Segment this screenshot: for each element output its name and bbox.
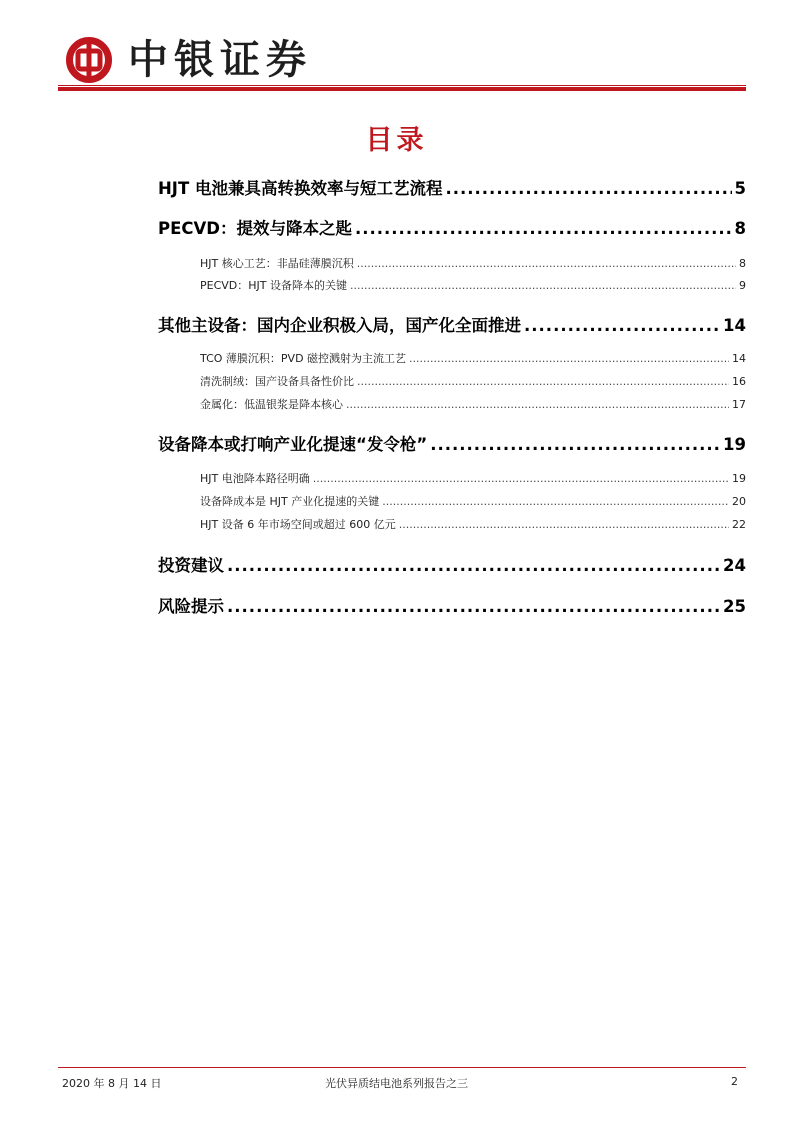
toc-entry-text: 设备降成本是 HJT 产业化提速的关键 — [200, 495, 380, 508]
toc-entry-page: 14 — [723, 316, 746, 335]
toc-entry[interactable] — [158, 593, 746, 617]
toc-leader-dots — [382, 495, 729, 508]
toc-leader-dots — [346, 398, 729, 411]
toc-entry-text: 金属化：低温银浆是降本核心 — [200, 398, 343, 411]
toc-entry-page: 16 — [732, 375, 746, 388]
toc-entry-page: 8 — [734, 219, 746, 238]
toc-entry[interactable] — [158, 552, 746, 576]
toc-leader-dots — [445, 179, 731, 198]
toc-subentry[interactable] — [200, 255, 746, 271]
toc-entry-page: 8 — [739, 257, 746, 270]
toc-entry-text: HJT 电池降本路径明确 — [200, 472, 310, 485]
report-date: 2020 年 8 月 14 日 — [62, 1077, 162, 1090]
report-header — [58, 30, 746, 92]
footer-divider — [58, 1067, 746, 1068]
toc-subentry[interactable] — [200, 350, 746, 366]
toc-entry-text: HJT 核心工艺：非晶硅薄膜沉积 — [200, 257, 354, 270]
toc-leader-dots — [350, 279, 736, 292]
toc-subentry[interactable] — [200, 516, 746, 532]
toc-entry[interactable] — [158, 312, 746, 336]
toc-leader-dots — [430, 435, 720, 454]
toc-entry[interactable] — [158, 215, 746, 239]
toc-subentry[interactable] — [200, 396, 746, 412]
toc-entry[interactable] — [158, 175, 746, 199]
toc-entry-text: HJT 电池兼具高转换效率与短工艺流程 — [158, 179, 443, 198]
toc-entry-page: 17 — [732, 398, 746, 411]
toc-leader-dots — [357, 257, 736, 270]
toc-entry-page: 20 — [732, 495, 746, 508]
toc-entry-page: 22 — [732, 518, 746, 531]
toc-leader-dots — [524, 316, 720, 335]
toc-entry-text: 投资建议 — [158, 556, 224, 575]
toc-entry-text: 风险提示 — [158, 597, 224, 616]
toc-entry-text: 其他主设备：国内企业积极入局，国产化全面推进 — [158, 316, 521, 335]
toc-entry-text: 设备降本或打响产业化提速“发令枪” — [158, 435, 428, 454]
toc-entry-text: PECVD：HJT 设备降本的关键 — [200, 279, 347, 292]
toc-leader-dots — [313, 472, 729, 485]
toc-subentry[interactable] — [200, 277, 746, 293]
toc-entry-page: 24 — [723, 556, 746, 575]
page-number: 2 — [731, 1075, 738, 1088]
report-series-title: 光伏异质结电池系列报告之三 — [325, 1077, 468, 1090]
brand-name: 中银证券 — [128, 36, 312, 83]
toc-entry-text: 清洗制绒：国产设备具备性价比 — [200, 375, 354, 388]
toc-leader-dots — [227, 597, 720, 616]
header-divider-thick — [58, 87, 746, 91]
toc-entry-text: HJT 设备 6 年市场空间或超过 600 亿元 — [200, 518, 396, 531]
toc-leader-dots — [355, 219, 732, 238]
toc-entry-page: 5 — [734, 179, 746, 198]
toc-entry[interactable] — [158, 431, 746, 455]
header-divider-thin — [58, 85, 746, 86]
toc-title: 目录 — [365, 125, 428, 156]
toc-entry-text: PECVD：提效与降本之匙 — [158, 219, 352, 238]
toc-entry-page: 9 — [739, 279, 746, 292]
bank-of-china-logo-icon — [65, 36, 113, 84]
toc-leader-dots — [399, 518, 729, 531]
toc-entry-page: 25 — [723, 597, 746, 616]
toc-subentry[interactable] — [200, 373, 746, 389]
toc-leader-dots — [357, 375, 729, 388]
toc-subentry[interactable] — [200, 470, 746, 486]
toc-leader-dots — [227, 556, 720, 575]
toc-entry-text: TCO 薄膜沉积：PVD 磁控溅射为主流工艺 — [200, 352, 407, 365]
toc-entry-page: 19 — [723, 435, 746, 454]
toc-entry-page: 14 — [732, 352, 746, 365]
toc-subentry[interactable] — [200, 493, 746, 509]
toc-entry-page: 19 — [732, 472, 746, 485]
toc-leader-dots — [409, 352, 729, 365]
